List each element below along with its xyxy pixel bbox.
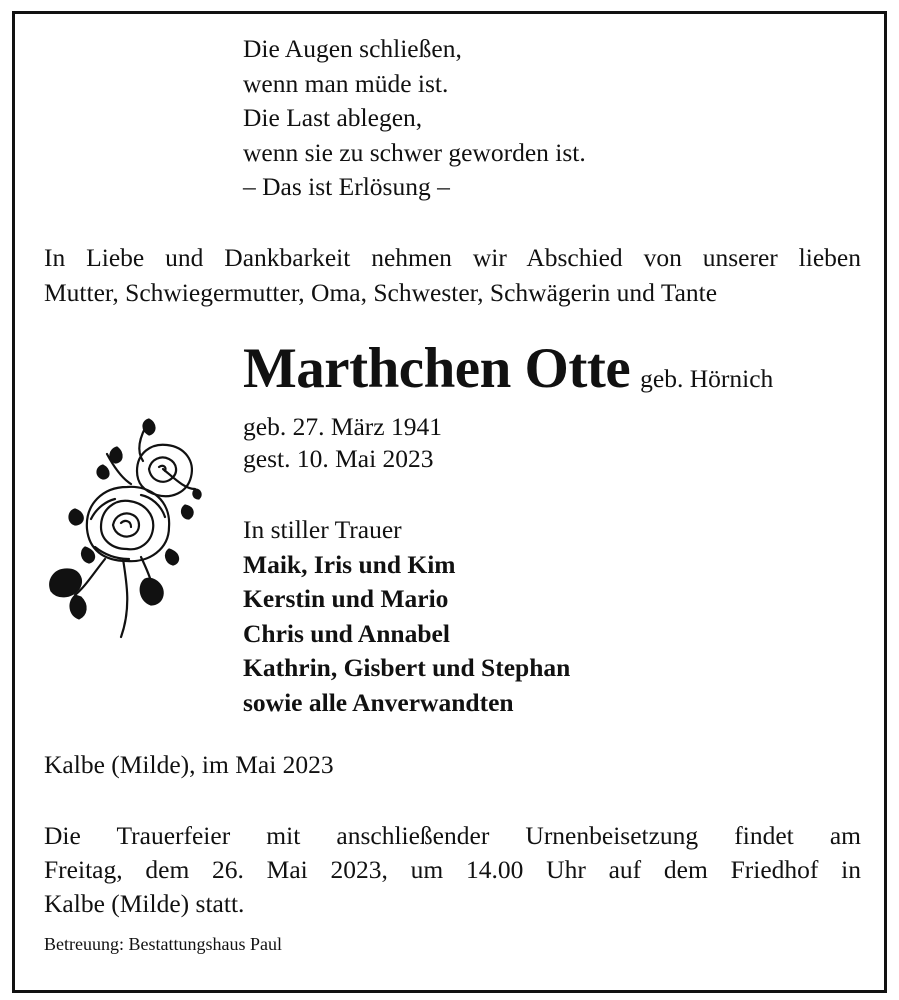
intro-line: In Liebe und Dankbarkeit nehmen wir Abschied von unserer lieben <box>44 243 861 272</box>
funeral-line: Die Trauerfeier mit anschließender Urnenbeisetzung findet am <box>44 821 861 850</box>
mourner-names: Maik, Iris und Kim <box>243 549 456 579</box>
deceased-name-row <box>243 336 773 401</box>
poem <box>243 32 586 205</box>
poem-line: wenn sie zu schwer geworden ist. <box>243 137 586 167</box>
poem-line: – Das ist Erlösung – <box>243 172 450 201</box>
birth-date: geb. 27. März 1941 <box>243 412 442 441</box>
obituary-frame <box>12 11 887 993</box>
funeral-line: Kalbe (Milde) statt. <box>44 889 245 918</box>
mourner-names: sowie alle Anverwandten <box>243 687 514 717</box>
mourner-names: Chris und Annabel <box>243 618 450 648</box>
place-date: Kalbe (Milde), im Mai 2023 <box>44 750 334 779</box>
rose-icon <box>45 409 210 639</box>
intro-text <box>44 240 861 310</box>
poem-line: Die Augen schließen, <box>243 34 462 63</box>
mourners-heading: In stiller Trauer <box>243 515 402 544</box>
poem-line: Die Last ablegen, <box>243 103 423 132</box>
mourner-names: Kerstin und Mario <box>243 584 449 613</box>
intro-line: Mutter, Schwiegermutter, Oma, Schwester, Schwägerin und Tante <box>44 278 718 307</box>
life-dates <box>243 411 442 475</box>
mourners-block <box>243 513 570 720</box>
deceased-name: Marthchen Otte <box>243 337 631 400</box>
funeral-line: Freitag, dem 26. Mai 2023, um 14.00 Uhr auf dem Friedhof in <box>44 855 861 884</box>
funeral-notice <box>44 819 861 921</box>
poem-line: wenn man müde ist. <box>243 68 449 98</box>
maiden-name: geb. Hörnich <box>640 364 774 393</box>
mourner-names: Kathrin, Gisbert und Stephan <box>243 653 571 682</box>
death-date: gest. 10. Mai 2023 <box>243 444 434 473</box>
funeral-home-credit: Betreuung: Bestattungshaus Paul <box>44 934 282 954</box>
